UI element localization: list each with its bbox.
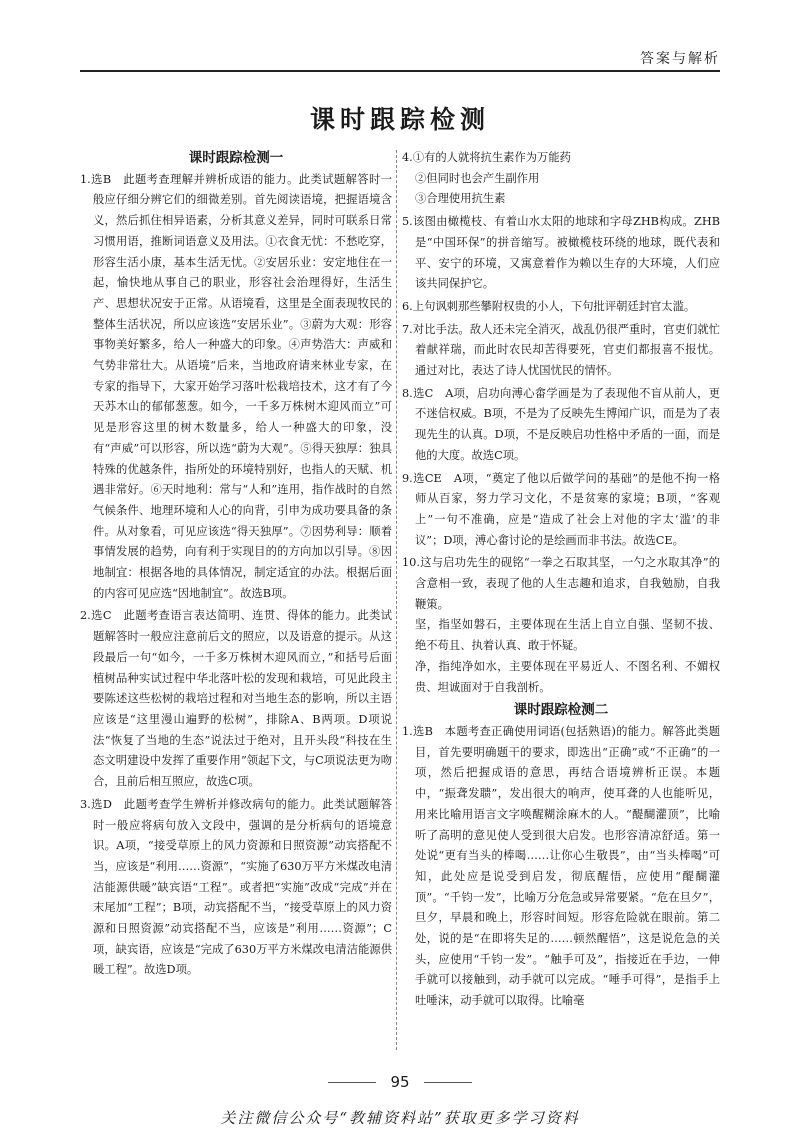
column-divider	[396, 150, 397, 1050]
header-rule	[80, 70, 720, 72]
footer-note: 关注微信公众号“教辅资料站”获取更多学习资料	[220, 1109, 580, 1127]
answer-item: 6.上句讽刺那些攀附权贵的小人，下句批评朝廷封官太滥。	[402, 299, 696, 313]
section-title-1: 课时跟踪检测一	[188, 150, 284, 166]
answer-item: 1.选B 本题考查正确使用词语(包括熟语)的能力。解答此类题目，首先要明确题干的要求，即选出“正确”或“不正确”的一项，然后把握成语的意思，再结合语境辨析正误。本题中，“振聋发聩”，发出很大的响声，使耳聋的人也能听见，用来比喻用语言文字唤醒糊涂麻木的人。“醍醐灌顶”，比喻听了高明的意见使人受到很大启发。也形容清凉舒适。第一处说“更有当头的棒喝……让你心生敬畏”，由“当头棒喝”可知，此处应是说受到启发，彻底醒悟，应使用“醍醐灌顶”。“千钧一发”，比喻万分危急或异常要紧。“危在旦夕”，旦夕，早晨和晚上，形容时间短。形容危险就在眼前。第二处，说的是“在即将失足的……顿然醒悟”，这是说危急的关头，应使用“千钧一发”。“触手可及”，指接近在手边，一伸手就可以接触到，动手就可以完成。“唾手可得”，是指手上吐唾沫，动手就可以取得。比喻毫	[402, 724, 720, 1008]
answer-item: 1.选B 此题考查理解并辨析成语的能力。此类试题解答时一般应仔细分辨它们的细微差别。首先阅读语境，把握语境含义，然后抓住相异语素，分析其意义差异，同时可联系日常习惯用语，推断词语意义及用法。①衣食无忧：不愁吃穿，形容生活小康，基本生活无忧。②安居乐业：安定地住在一起，愉快地从事自己的职业，形容社会治理得好，生活生产、思想状况安于正常。从语境看，这里是全面表现牧民的整体生活状况，所以应该选“安居乐业”。③蔚为大观：形容事物美好繁多，给人一种盛大的印象。④声势浩大：声威和气势非常壮大。从语境“后来，当地政府请来林业专家，在专家的指导下，大家开始学习落叶松栽培技术，这才有了今天苏木山的郁郁葱葱。如今，一千多万株树木迎风而立”可见是形容这里的树木数量多，给人一种盛大的印象，没有“声威”可以形容，所以选“蔚为大观”。⑤得天独厚：独具特殊的优越条件，指所处的环境特别好，也指人的天赋、机遇非常好。⑥天时地利：常与“人和”连用，指作战时的自然气候条件、地理环境和人心的向背，引申为成功要具备的条件。从对象看，可见应该选“得天独厚”。⑦因势利导：顺着事情发展的趋势，向有利于实现目的的方向加以引导。⑧因地制宜：根据各地的具体情况，制定适宜的办法。根据后面的内容可见应选“因地制宜”。故选B项。	[80, 172, 392, 600]
answer-item: 9.选CE A项，“奠定了他以后做学问的基础”的是他不拘一格师从百家，努力学习文化，不是贫寒的家境；B项，“客观上”一句不准确，应是“造成了社会上对他的字太‘滥’的非议”；D项，溥心畬讨论的是绘画而非书法。故选CE。	[402, 471, 720, 547]
answer-item: 7.对比手法。敌人还未完全消灭，战乱仍很严重时，官吏们就忙着献祥瑞，而此时农民却苦得要死，官吏们都报喜不报忧。通过对比，表达了诗人忧国忧民的情怀。	[402, 322, 720, 378]
header-label: 答案与解析	[640, 51, 720, 67]
answer-item: 2.选C 此题考查语言表达简明、连贯、得体的能力。此类试题解答时一般应注意前后文的照应，以及语意的提示。从这段最后一句“如今，一千多万株树木迎风而立，”和括号后面植树品种实试过程中华北落叶松的发现和栽培，可见此段主要陈述这些松树的栽培过程和对当地生态的影响，所以主语应该是“这里漫山遍野的松树”，排除A、B两项。D项说法“恢复了当地的生态”说法过于绝对，且开头段“科技在生态文明建设中发挥了重要作用”领起下文，与C项说法更为吻合，且前后相互照应，故选C项。	[80, 609, 392, 789]
section-title-2: 课时跟踪检测二	[513, 702, 609, 719]
right-column	[402, 148, 720, 1014]
answer-item: 10.这与启功先生的砚铭“一拳之石取其坚，一勺之水取其净”的含意相一致，表现了他的人生志趣和追求，自我勉励，自我鞭策。 坚，指坚如磐石，主要体现在生活上自立自强、坚韧不拔、绝不苟且、执着认真、敢于怀疑。 净，指纯净如水，主要体现在平易近人、不图名利、不媚权贵、坦诚面对于自我剖析。	[402, 556, 720, 694]
answer-item: 3.选D 此题考查学生辨析并修改病句的能力。此类试题解答时一般应将病句放入文段中，强调的是分析病句的语境意识。A项，“接受草原上的风力资源和日照资源”动宾搭配不当，应该是“利用……资源”，“实施了630万平方米煤改电清洁能源供暖”缺宾语“工程”。或者把“实施”改成“完成”并在末尾加“工程”；B项，动宾搭配不当，“接受草原上的风力资源和日照资源”动宾搭配不当，应该是“利用……资源”；C项，缺宾语，应该是“完成了630万平方米煤改电清洁能源供暖工程”。故选D项。	[80, 797, 392, 977]
answer-item: 5.该图由橄榄枝、有着山水太阳的地球和字母ZHB构成。ZHB是“中国环保”的拼音缩写。被橄榄枝环绕的地球，既代表和平、安宁的环境，又寓意着作为赖以生存的大环境，人们应该共同保护它。	[402, 215, 720, 291]
page-number: 95	[0, 1073, 800, 1091]
answer-item: 8.选C A项，启功向溥心畬学画是为了表现他不盲从前人，更不迷信权威。B项，不是为了反映先生博闻广识，而是为了表现先生的认真。D项，不是反映启功性格中矛盾的一面，而是他的大度。故选C项。	[402, 386, 720, 462]
answer-item: 4.①有的人就将抗生素作为万能药 ②但同时也会产生副作用 ③合理使用抗生素	[402, 151, 571, 206]
left-column	[80, 148, 392, 983]
page-title: 课时跟踪检测	[309, 105, 490, 134]
